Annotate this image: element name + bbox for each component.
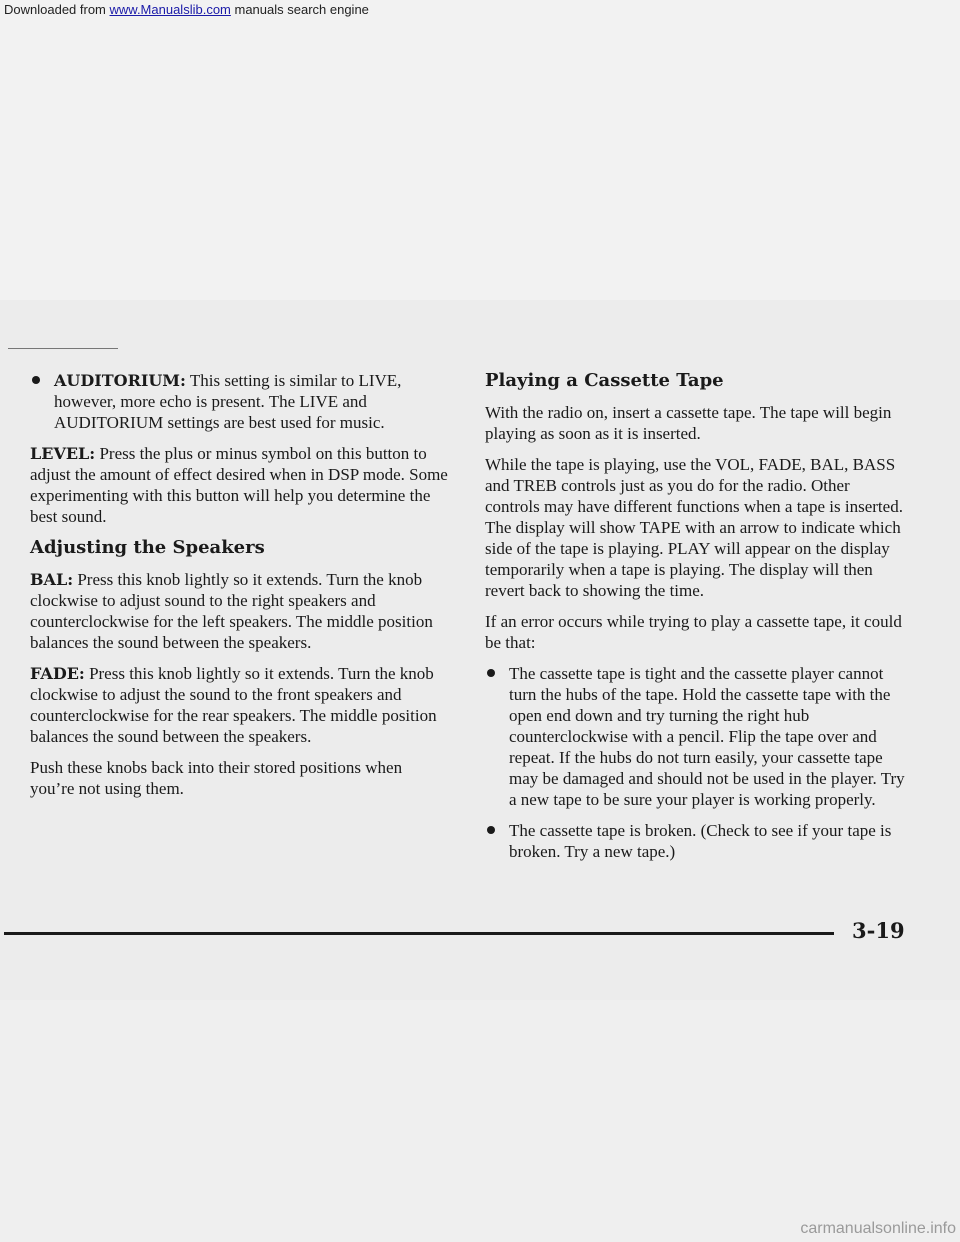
auditorium-term: AUDITORIUM: — [54, 371, 186, 390]
bal-paragraph — [30, 569, 450, 653]
fade-term: FADE: — [30, 664, 85, 683]
error-item-1 — [485, 663, 905, 810]
bullet-icon — [32, 376, 40, 384]
auditorium-text: This setting is similar to LIVE, however, more echo is present. The LIVE and AUDITORIUM settings are best used for music. — [54, 371, 402, 432]
right-column — [485, 370, 905, 872]
auditorium-item — [30, 370, 450, 433]
bal-text: Press this knob lightly so it extends. Turn the knob clockwise to adjust sound to the right speakers and counterclockwise for the left speakers. The middle position balances the sound between the speakers. — [30, 570, 433, 652]
watermark-suffix: manuals search engine — [230, 2, 369, 17]
bottom-margin — [0, 1000, 960, 1242]
bal-term: BAL: — [30, 570, 74, 589]
level-term: LEVEL: — [30, 444, 96, 463]
footer-rule — [4, 932, 834, 935]
top-margin — [0, 0, 960, 300]
speakers-heading: Adjusting the Speakers — [30, 537, 265, 558]
fade-paragraph — [30, 663, 450, 747]
cassette-paragraph-3: If an error occurs while trying to play a cassette tape, it could be that: — [485, 612, 902, 652]
site-watermark: carmanualsonline.info — [800, 1220, 956, 1237]
level-paragraph — [30, 443, 450, 527]
push-paragraph: Push these knobs back into their stored positions when you’re not using them. — [30, 758, 403, 798]
manualslib-link[interactable]: www.Manualslib.com — [109, 2, 231, 17]
page-number: 3-19 — [852, 918, 905, 943]
fade-text: Press this knob lightly so it extends. Turn the knob clockwise to adjust the sound to the front speakers and counterclockwise for the rear speakers. The middle position balances the sound between the speakers. — [30, 664, 437, 746]
cassette-paragraph-1: With the radio on, insert a cassette tape. The tape will begin playing as soon as it is inserted. — [485, 403, 892, 443]
cassette-heading: Playing a Cassette Tape — [485, 370, 724, 391]
level-text: Press the plus or minus symbol on this button to adjust the amount of effect desired when in DSP mode. Some experimenting with this button will help you determine the best sound. — [30, 444, 448, 526]
download-watermark — [4, 2, 369, 17]
watermark-prefix: Downloaded from — [4, 2, 110, 17]
error-item-1-text: The cassette tape is tight and the cassette player cannot turn the hubs of the tape. Hold the cassette tape with the open end down and try turning the right hub counterclockwise with a pencil. Flip the tape over and repeat. If the hubs do not turn easily, your cassette tape may be damaged and should not be used in the player. Try a new tape to be sure your player is working properly. — [509, 664, 905, 809]
bullet-icon — [487, 669, 495, 677]
error-item-2-text: The cassette tape is broken. (Check to see if your tape is broken. Try a new tape.) — [509, 821, 892, 861]
left-column — [30, 370, 450, 809]
header-rule — [8, 348, 118, 349]
bullet-icon — [487, 826, 495, 834]
cassette-paragraph-2: While the tape is playing, use the VOL, FADE, BAL, BASS and TREB controls just as you do for the radio. Other controls may have different functions when a tape is inserted. The display will show TAPE with an arrow to indicate which side of the tape is playing. PLAY will appear on the display temporarily when a tape is playing. The display will then revert back to showing the time. — [485, 455, 903, 600]
error-item-2 — [485, 820, 905, 862]
